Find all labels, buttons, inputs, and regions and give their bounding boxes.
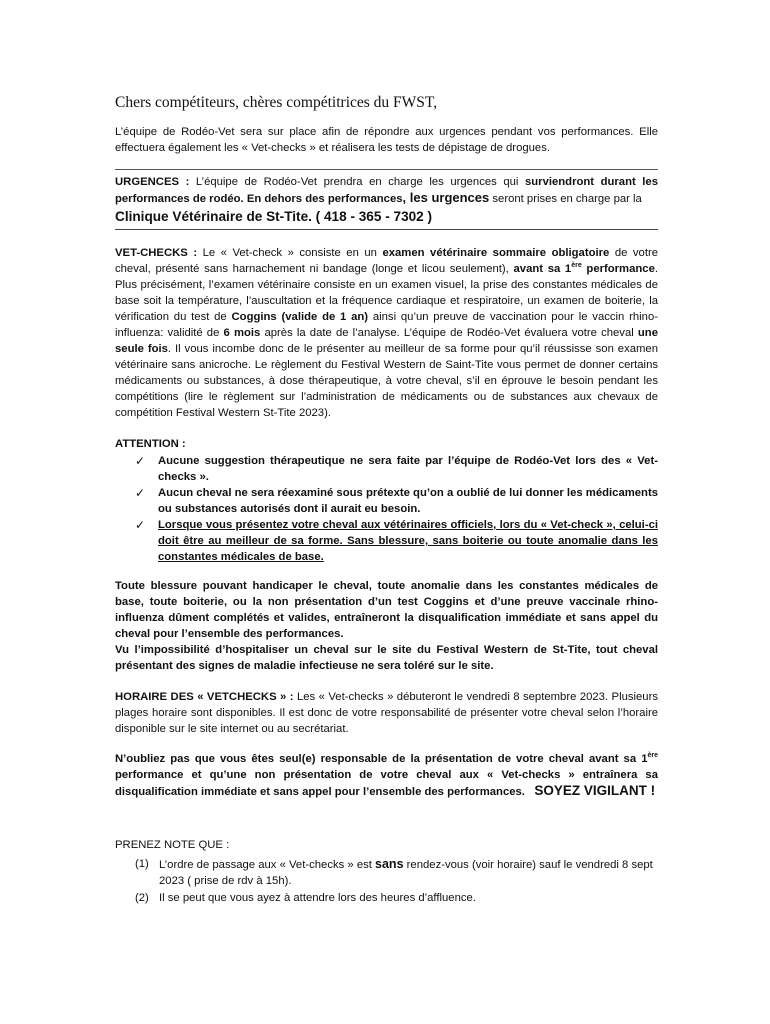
horaire-section [115, 689, 658, 737]
note-text: Il se peut que vous ayez à attendre lors des heures d’affluence. [159, 892, 476, 904]
notes-label: PRENEZ NOTE QUE : [115, 839, 230, 851]
reminder-text-1: N’oubliez pas que vous êtes seul(e) responsable de la présentation de votre cheval avant sa 1 [115, 753, 648, 765]
vetchecks-section [115, 245, 658, 421]
checkmark-icon: ✓ [135, 486, 146, 500]
horaire-label: HORAIRE DES « VETCHECKS » : [115, 691, 294, 703]
reminder-text-2: performance et qu’une non présentation de votre cheval aux « Vet-checks » entraînera sa disqualification immédiate et sans appel pour l’ensemble des performances. [115, 769, 658, 798]
note-item [135, 856, 658, 889]
infectious-disease-text: Vu l’impossibilité d’hospitaliser un cheval sur le site du Festival Western de St-Tite, tout cheval présentant des signes de maladie infectieuse ne sera toléré sur le site. [115, 644, 658, 672]
reminder-sup: ère [647, 752, 658, 760]
attention-item [135, 453, 658, 485]
vetchecks-sup: ère [571, 262, 582, 270]
checkmark-icon: ✓ [135, 454, 146, 468]
attention-item [135, 517, 658, 565]
attention-item [135, 485, 658, 517]
greeting-heading: Chers compétiteurs, chères compétitrices du FWST, [115, 94, 438, 111]
attention-section [115, 436, 658, 565]
vetchecks-text-4: ainsi qu’un preuve de vaccination pour le vaccin rhino-influenza: validité de [115, 311, 658, 339]
disqualification-section [115, 578, 658, 674]
vetchecks-bold-6mois: 6 mois [223, 327, 261, 339]
vetchecks-bold-exam: examen vétérinaire sommaire obligatoire [382, 247, 610, 259]
note-number: (2) [135, 892, 149, 904]
urgences-bold-2: , les urgences [402, 190, 490, 205]
intro-text: L’équipe de Rodéo-Vet sera sur place afin de répondre aux urgences pendant vos performances. Elle effectuera également les « Vet-checks » et réalisera les tests de dépistage de drogues. [115, 126, 658, 154]
attention-item-text: Aucune suggestion thérapeutique ne sera faite par l’équipe de Rodéo-Vet lors des « Vet-checks ». [158, 455, 658, 483]
vetchecks-bold-once: une seule fois [115, 327, 658, 355]
urgences-label: URGENCES : [115, 176, 190, 188]
vetchecks-bold-coggins: Coggins (valide de 1 an) [231, 311, 369, 323]
horaire-text: Les « Vet-checks » débuteront le vendredi 8 septembre 2023. Plusieurs plages horaire sont disponibles. Il est donc de votre responsabilité de présenter votre cheval selon l’horaire disponible sur le site internet ou au secrétariat. [115, 691, 658, 735]
urgences-text-2: seront prises en charge par la [489, 193, 642, 205]
vetchecks-text-5: après la date de l’analyse. L’équipe de Rodéo-Vet évaluera votre cheval [260, 327, 638, 339]
urgences-text-1: L’équipe de Rodéo-Vet prendra en charge les urgences qui [189, 176, 525, 188]
vetchecks-text-1: Le « Vet-check » consiste en un [197, 247, 383, 259]
disqualification-text: Toute blessure pouvant handicaper le cheval, toute anomalie dans les constantes médicales de base, toute boiterie, ou la non présentation d’un test Coggins et d’une preuve vaccinale rhino-influenza dûment complétés et valides, entraîneront la disqualification immédiate et sans appel du cheval pour l’ensemble des performances. [115, 580, 658, 640]
notes-section [115, 837, 658, 906]
vetchecks-bold-performance: performance [581, 263, 655, 275]
attention-label: ATTENTION : [115, 438, 186, 450]
vetchecks-text-2: de votre cheval, présenté sans harnachement ni bandage (longe et licou seulement), [115, 247, 659, 275]
notes-list [135, 856, 658, 906]
reminder-section [115, 751, 658, 800]
note-text: rendez-vous (voir horaire) sauf le vendredi 8 sept 2023 ( prise de rdv à 15h). [159, 859, 653, 887]
clinic-contact: Clinique Vétérinaire de St-Tite. ( 418 - 365 - 7302 ) [115, 209, 433, 224]
note-text: L’ordre de passage aux « Vet-checks » est [159, 859, 376, 871]
urgences-section [115, 174, 658, 230]
note-number: (1) [135, 858, 149, 870]
intro-paragraph [115, 124, 658, 156]
vigilant-warning: SOYEZ VIGILANT ! [534, 783, 656, 798]
vetchecks-text-3: . Plus précisément, l’examen vétérinaire consiste en un examen visuel, la prise des constantes médicales de base soit la température, l’auscultation et la fréquence cardiaque et respiratoire, un examen de boiterie, la vérification du test de [115, 263, 658, 323]
attention-list [135, 453, 658, 565]
vetchecks-label: VET-CHECKS : [115, 247, 198, 259]
attention-item-text: Lorsque vous présentez votre cheval aux vétérinaires officiels, lors du « Vet-check », celui-ci doit être au meilleur de sa forme. Sans blessure, sans boiterie ou toute anomalie dans les constantes médicales de base. [158, 519, 658, 563]
vetchecks-text-6: . Il vous incombe donc de le présenter au meilleur de sa forme pour qu’il réussisse son examen vétérinaire sans anicroche. Le règlement du Festival Western de Saint-Tite vous permet de donner certains médicaments ou substances, à dose thérapeutique, à votre cheval, s’il en éprouve le besoin pendant les compétitions (lire le règlement sur l’administration de médicaments ou de substances aux chevaux de compétition Festival Western St-Tite 2023). [115, 343, 658, 419]
vetchecks-bold-before: avant sa 1 [513, 263, 572, 275]
checkmark-icon: ✓ [135, 518, 146, 532]
note-sans-word: sans [375, 857, 404, 871]
note-item [135, 890, 658, 906]
urgences-bold-1: surviendront durant les performances de rodéo. En dehors des performances [115, 176, 658, 205]
attention-item-text: Aucun cheval ne sera réexaminé sous prétexte qu’on a oublié de lui donner les médicaments ou substances autorisés dont il aurait eu besoin. [158, 487, 658, 515]
divider-top [115, 169, 658, 170]
